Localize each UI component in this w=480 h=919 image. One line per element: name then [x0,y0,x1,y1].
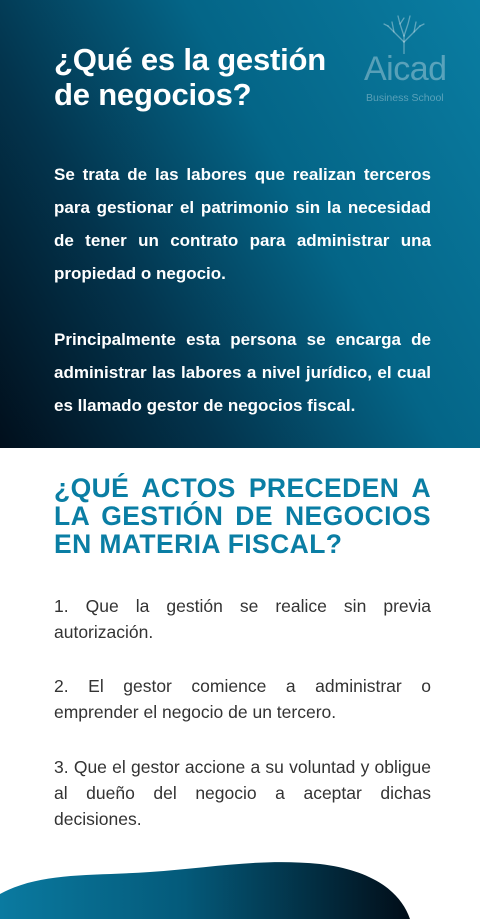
logo-subtitle: Business School [366,92,444,104]
list-item: 2. El gestor comience a administrar o emprender el negocio de un tercero. [54,676,431,722]
hero-paragraph: Se trata de las labores que realizan terceros para gestionar el patrimonio sin la necesidad de tener un contrato para administrar una propiedad o negocio. [54,165,431,283]
logo-wordmark: Aicad [364,50,447,88]
list-item: 1. Que la gestión se realice sin previa autorización. [54,596,431,642]
hero-banner [0,0,480,448]
tree-icon [382,14,426,54]
hero-paragraph: Principalmente esta persona se encarga de administrar las labores a nivel jurídico, el cual es llamado gestor de negocios fiscal. [54,330,431,415]
footer-wave [0,850,480,919]
section-title: ¿QUÉ ACTOS PRECEDEN A LA GESTIÓN DE NEGOCIOS EN MATERIA FISCAL? [54,473,431,559]
list-item: 3. Que el gestor accione a su voluntad y obligue al dueño del negocio a aceptar dichas decisiones. [54,757,431,829]
hero-title: ¿Qué es la gestión de negocios? [54,42,327,112]
brand-logo [362,14,466,104]
